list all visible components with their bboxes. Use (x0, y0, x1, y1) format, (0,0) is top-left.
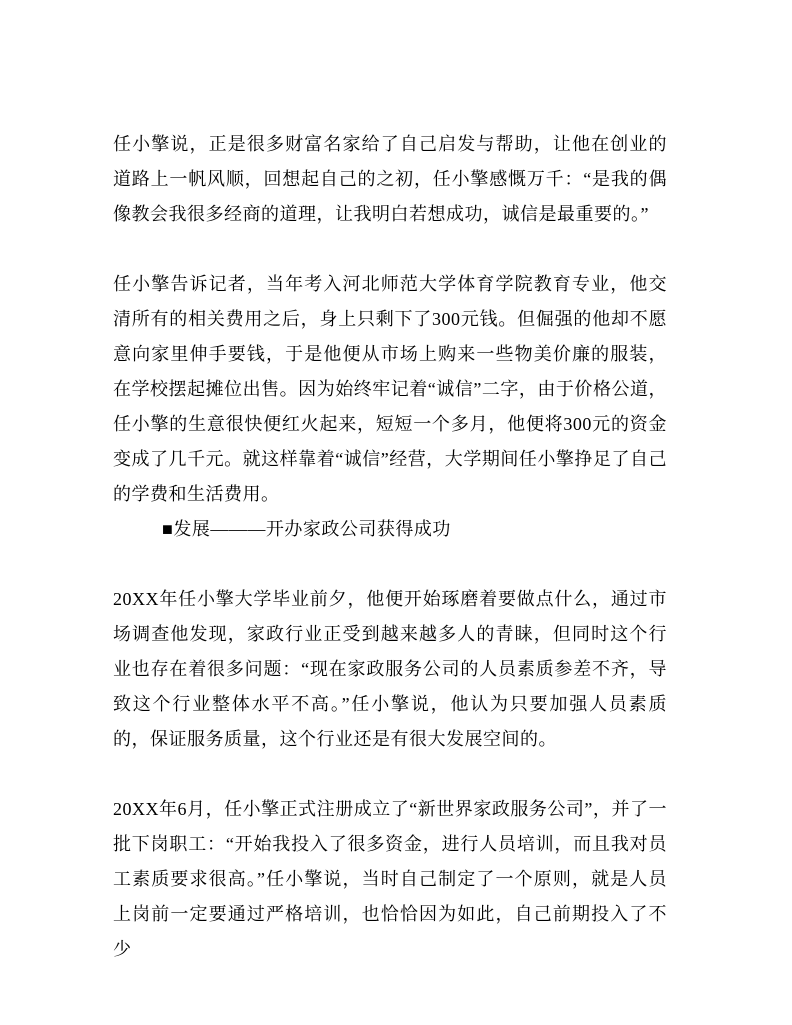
paragraph-idol-inspiration: 任小擎说，正是很多财富名家给了自己启发与帮助，让他在创业的道路上一帆风顺，回想起自己的之初，任小擎感慨万千：“是我的偶像教会我很多经商的道理，让我明白若想成功，诚信是最重要的。” (113, 134, 667, 224)
paragraph-company-founding: 20XX年6月，任小擎正式注册成立了“新世界家政服务公司”，并了一批下岗职工：“开始我投入了很多资金，进行人员培训，而且我对员工素质要求很高。”任小擎说，当时自己制定了一个原则，就是人员上岗前一定要通过严格培训，也恰恰因为如此，自己前期投入了不少 (113, 799, 667, 959)
section-heading-development: ■发展———开办家政公司获得成功 (162, 519, 451, 539)
paragraph-market-research: 20XX年任小擎大学毕业前夕，他便开始琢磨着要做点什么，通过市场调查他发现，家政行业正受到越来越多人的青睐，但同时这个行业也存在着很多问题：“现在家政服务公司的人员素质参差不齐，导致这个行业整体水平不高。”任小擎说，他认为只要加强人员素质的，保证服务质量，这个行业还是有很大发展空间的。 (113, 589, 667, 749)
paragraph-college-business: 任小擎告诉记者，当年考入河北师范大学体育学院教育专业，他交清所有的相关费用之后，身上只剩下了300元钱。但倔强的他却不愿意向家里伸手要钱，于是他便从市场上购来一些物美价廉的服装，在学校摆起摊位出售。因为始终牢记着“诚信”二字，由于价格公道，任小擎的生意很快便红火起来，短短一个多月，他便将300元的资金变成了几千元。就这样靠着“诚信”经营，大学期间任小擎挣足了自己的学费和生活费用。 (113, 274, 667, 504)
document-body (113, 127, 667, 967)
